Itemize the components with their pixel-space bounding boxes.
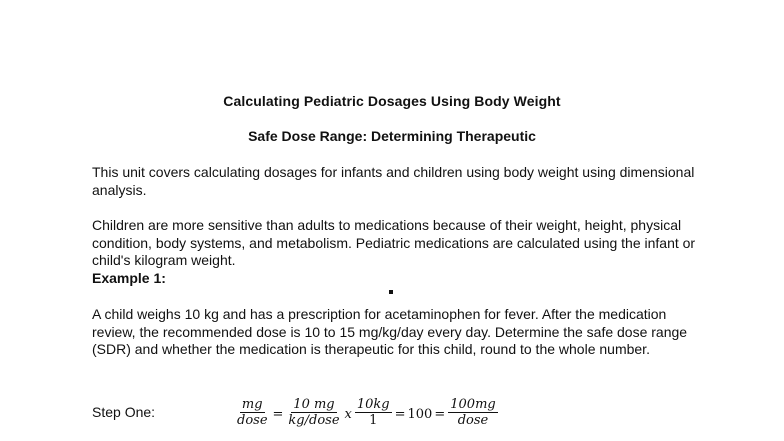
fraction-mg-per-dose [235,397,270,429]
fraction-numerator: mg [241,397,263,412]
intro-paragraph: This unit covers calculating dosages for infants and children using body weight using dimensional analysis. [92,164,695,198]
equals-sign: = [434,406,446,422]
multiply-sign: x [344,406,352,422]
fraction-denominator: kg/dose [288,413,340,428]
example-heading: Example 1: [92,270,166,286]
fraction-numerator: 10kg [356,397,390,412]
document-subtitle: Safe Dose Range: Determining Therapeutic [248,128,536,144]
fraction-denominator: dose [457,413,489,428]
sensitivity-paragraph: Children are more sensitive than adults to medications because of their weight, height, physical condition, body systems, and metabolism. Pediatric medications are calculated using the infant or child's kilogram weight. [92,217,696,268]
equals-sign: = [272,406,284,422]
bullet-dot [389,290,393,294]
fraction-weight [355,397,392,429]
fraction-result [448,397,497,429]
equals-sign: = [394,406,406,422]
step-one-label: Step One: [92,404,156,420]
fraction-numerator: 100mg [450,397,496,412]
dosage-equation [233,393,500,433]
equation-result: 100 [407,406,433,422]
fraction-dose-per-kg [286,397,341,429]
fraction-denominator: dose [237,413,268,428]
fraction-numerator: 10 mg [293,397,335,412]
fraction-denominator: 1 [369,413,378,428]
document-title: Calculating Pediatric Dosages Using Body Weight [223,93,561,109]
example-paragraph: A child weighs 10 kg and has a prescription for acetaminophen for fever. After the medication review, the recommended dose is 10 to 15 mg/kg/day every day. Determine the safe dose range (SDR) and whether the medication is therapeutic for this child, round to the whole number. [92,306,688,357]
